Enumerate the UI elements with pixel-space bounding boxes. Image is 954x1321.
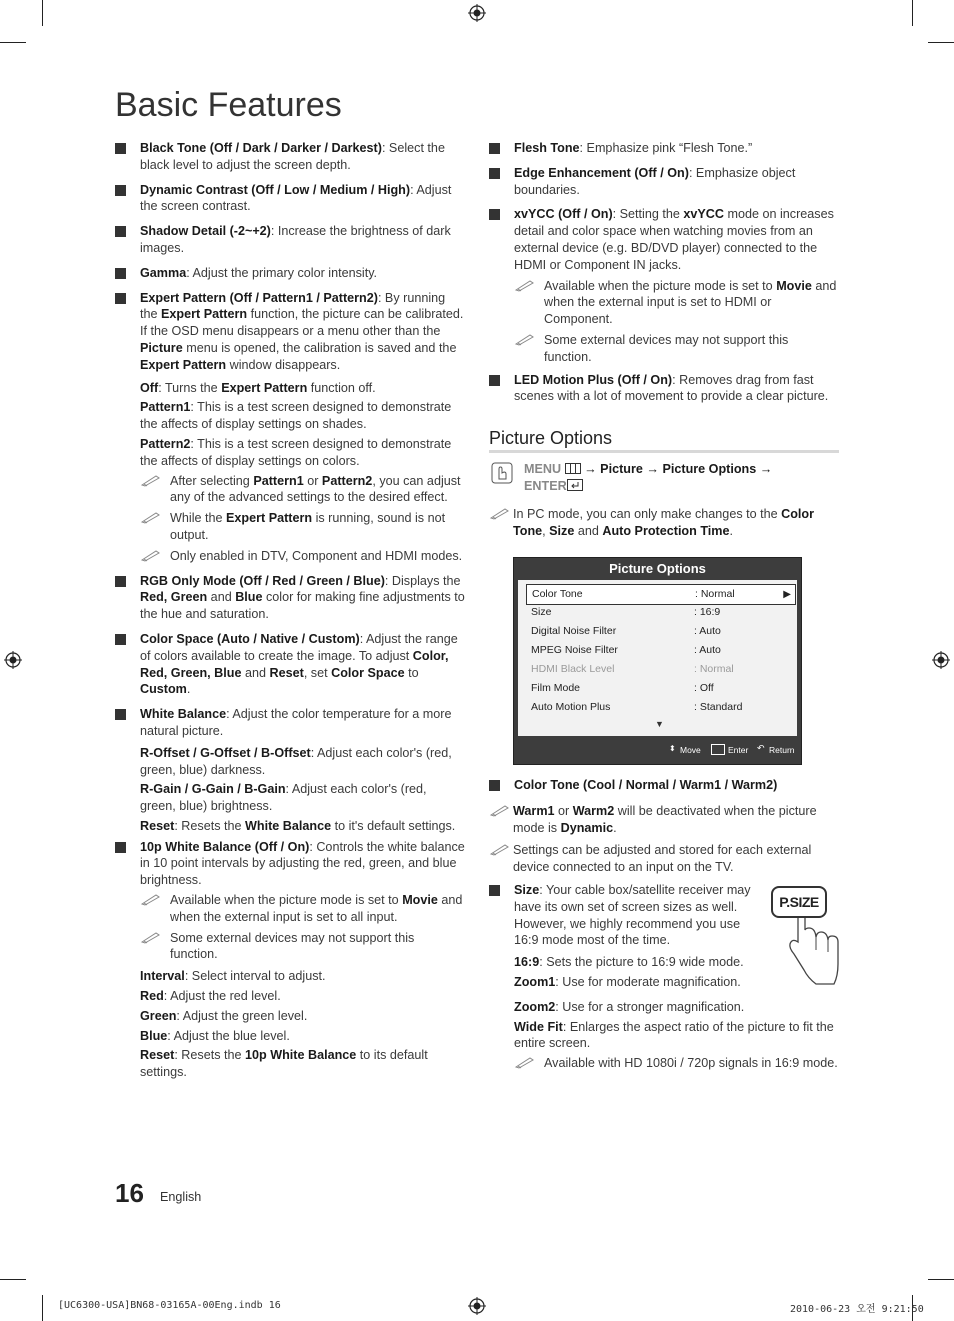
updown-arrow-icon: ⬍ [669,744,676,753]
note-pencil-icon [489,506,511,520]
note-xvycc-movie: Available when the picture mode is set to Movie and when the external input is set to HDMI or Component. [514,278,839,328]
bullet-square-icon [489,168,500,179]
note-pattern-sound: While the Expert Pattern is running, sound is not output. [140,510,465,544]
bullet-square-icon [115,268,126,279]
list-item-dynamic-contrast: Dynamic Contrast (Off / Low / Medium / High): Adjust the screen contrast. [115,182,465,216]
enter-icon [711,744,725,755]
note-pencil-icon [140,510,162,524]
osd-row-hdmi-black-level: HDMI Black Level : Normal [531,663,734,675]
note-pencil-icon [140,548,162,562]
osd-row-digital-noise-filter[interactable]: Digital Noise Filter : Auto [531,625,721,637]
registration-mark-top [468,4,486,22]
bullet-square-icon [115,576,126,587]
osd-title: Picture Options [609,561,706,576]
osd-row-color-tone[interactable]: Color Tone : Normal ▶ [526,584,796,605]
left-column [115,140,465,1084]
bullet-square-icon [115,185,126,196]
registration-mark-left [4,651,22,669]
page-title: Basic Features [115,86,342,124]
arrow-right-icon: ▶ [783,589,791,600]
section-heading: Picture Options [489,430,839,453]
bullet-square-icon [115,634,126,645]
bullet-square-icon [489,885,500,896]
note-pencil-icon [140,892,162,906]
note-pattern-adjust: After selecting Pattern1 or Pattern2, you can adjust any of the advanced settings to the desired effect. [140,473,465,507]
bullet-square-icon [115,709,126,720]
psize-button-label: P.SIZE [779,894,819,910]
scroll-down-icon[interactable]: ▼ [655,719,664,729]
picture-options-section [489,430,839,540]
osd-row-auto-motion-plus[interactable]: Auto Motion Plus : Standard [531,701,743,713]
list-item-color-space: Color Space (Auto / Native / Custom): Adjust the range of colors available to create the image. To adjust Color, Red, Green, Blue and Reset, set Color Space to Custom. [115,631,465,698]
list-item-color-tone: Color Tone (Cool / Normal / Warm1 / Warm2) [489,777,839,794]
registration-mark-right [932,651,950,669]
bullet-square-icon [489,780,500,791]
note-10p-devices: Some external devices may not support this function. [140,930,465,964]
print-slug-left: [UC6300-USA]BN68-03165A-00Eng.indb 16 [58,1300,281,1311]
note-pencil-icon [140,930,162,944]
enter-icon [567,479,583,491]
note-pattern-modes: Only enabled in DTV, Component and HDMI modes. [140,548,465,565]
list-item-xvycc: xvYCC (Off / On): Setting the xvYCC mode on increases detail and color space when watching movies from an external device (e.g. BD/DVD player) connected to the HDMI or Component IN jacks. Available when the picture mode is set to Movie and when the external input is set to HDMI or Component. Some external devices may not support this function. [489,206,839,365]
osd-row-size[interactable]: Size : 16:9 [531,606,721,618]
osd-picture-options-menu [513,557,802,765]
psize-button-illustration [770,884,842,990]
right-column-top [489,140,839,405]
list-item-white-balance: White Balance: Adjust the color temperature for a more natural picture. R-Offset / G-Offset / B-Offset: Adjust each color's (red, green, blue) darkness. R-Gain / G-Gain / B-Gain: Adjust each color's (red, green, blue) brightness. Reset: Resets the White Balance to it's default settings. [115,706,465,835]
osd-row-mpeg-noise-filter[interactable]: MPEG Noise Filter : Auto [531,644,721,656]
print-slug-right: 2010-06-23 오전 9:21:50 [790,1304,924,1315]
remote-hand-icon [491,462,513,484]
list-item-edge-enhancement: Edge Enhancement (Off / On): Emphasize object boundaries. [489,165,839,199]
bullet-square-icon [115,842,126,853]
bullet-square-icon [489,143,500,154]
page-number: 16 [115,1178,144,1208]
registration-mark-bottom [468,1297,486,1315]
bullet-square-icon [489,209,500,220]
note-settings-stored: Settings can be adjusted and stored for each external device connected to an input on the TV. [489,842,839,876]
osd-footer: ⬍ Move Enter ↶ Return [669,743,795,755]
menu-icon [565,463,581,474]
list-item-size: Size: Your cable box/satellite receiver may have its own set of screen sizes as well. However, we highly recommend you use 16:9 mode most of the time. 16:9: Sets the picture to 16:9 wide mode. Zoom1: Use for moderate magnification. Zoom2: Use for a stronger magnification. Wide Fit: Enlarges the aspect ratio of the picture to fit the entire screen. Available with HD 1080i / 720p signals in 16:9 mode. [489,882,839,1072]
note-pencil-icon [514,1055,536,1069]
return-icon: ↶ [757,743,765,753]
list-item-expert-pattern: Expert Pattern (Off / Pattern1 / Pattern2): By running the Expert Pattern function, the picture can be calibrated. If the OSD menu disappears or a menu other than the Picture menu is opened, the calibration is saved and the Expert Pattern window disappears. Off: Turns the Expert Pattern function off. Pattern1: This is a test screen designed to demonstrate the affects of display settings on shades. Pattern2: This is a test screen designed to demonstrate the affects of display settings on colors. After selecting Pattern1 or Pattern2, you can adjust any of the advanced settings to the desired effect. While the Expert Pattern is running, sound is not output. Only enabled in DTV, Component and HDMI modes. [115,290,465,565]
note-pencil-icon [514,332,536,346]
note-warm-dynamic: Warm1 or Warm2 will be deactivated when the picture mode is Dynamic. [489,803,839,837]
list-item-10p-white-balance: 10p White Balance (Off / On): Controls the white balance in 10 point intervals by adjusting the red, green, and blue brightness. Available when the picture mode is set to Movie and when the external input is set to all input. Some external devices may not support this function. Interval: Select interval to adjust. Red: Adjust the red level. Green: Adjust the green level. Blue: Adjust the blue level. Reset: Resets the 10p White Balance to its default settings. [115,839,465,1081]
osd-row-film-mode[interactable]: Film Mode : Off [531,682,714,694]
note-pencil-icon [489,842,511,856]
bullet-square-icon [115,293,126,304]
page-language: English [160,1190,202,1204]
note-pencil-icon [514,278,536,292]
note-xvycc-devices: Some external devices may not support this function. [514,332,839,366]
psize-button[interactable] [771,886,827,918]
list-item-gamma: Gamma: Adjust the primary color intensity. [115,265,465,282]
list-item-led-motion-plus: LED Motion Plus (Off / On): Removes drag from fast scenes with a lot of movement to provide a clear picture. [489,372,839,406]
list-item-flesh-tone: Flesh Tone: Emphasize pink “Flesh Tone.” [489,140,839,157]
bullet-square-icon [115,143,126,154]
list-item-rgb-only-mode: RGB Only Mode (Off / Red / Green / Blue): Displays the Red, Green and Blue color for making fine adjustments to the hue and saturation. [115,573,465,623]
list-item-black-tone: Black Tone (Off / Dark / Darker / Darkest): Select the black level to adjust the screen depth. [115,140,465,174]
osd-panel [518,580,797,736]
bullet-square-icon [115,226,126,237]
note-size-hd: Available with HD 1080i / 720p signals in 16:9 mode. [514,1055,839,1072]
list-item-shadow-detail: Shadow Detail (-2~+2): Increase the brightness of dark images. [115,223,465,257]
bullet-square-icon [489,375,500,386]
note-pencil-icon [489,803,511,817]
menu-path: MENU → Picture → Picture Options → ENTER [489,461,839,495]
note-10p-movie: Available when the picture mode is set to Movie and when the external input is set to all input. [140,892,465,926]
note-pc-mode: In PC mode, you can only make changes to the Color Tone, Size and Auto Protection Time. [489,506,839,540]
note-pencil-icon [140,473,162,487]
